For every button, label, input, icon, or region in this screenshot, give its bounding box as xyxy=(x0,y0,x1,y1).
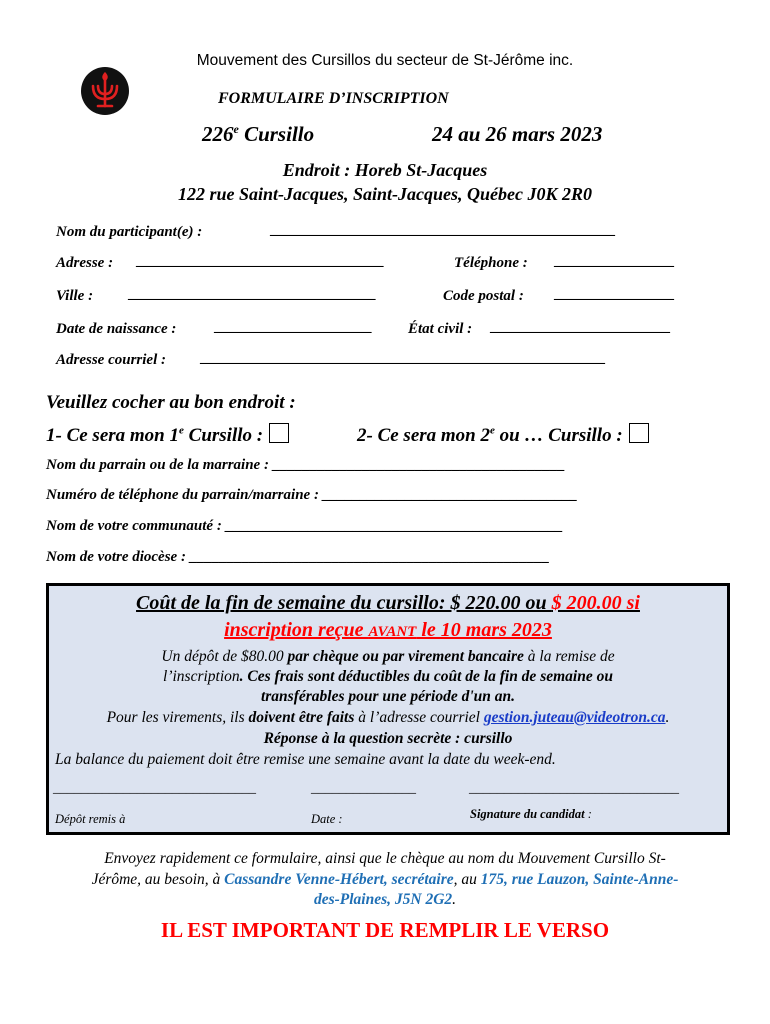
date-signature-line[interactable]: _______________ xyxy=(311,781,416,796)
secret-answer: Réponse à la question secrète : cursillo xyxy=(263,730,513,747)
email-label: Adresse courriel : xyxy=(56,352,166,368)
deposit-line-2: l’inscription. Ces frais sont déductibles du coût de la fin de semaine ou xyxy=(163,668,613,685)
transfer-email-link[interactable]: gestion.juteau@videotron.ca xyxy=(483,709,666,726)
participant-name-label: Nom du participant(e) : xyxy=(56,224,203,240)
participant-name-field[interactable]: ______________________________________________ xyxy=(270,222,615,238)
sponsor-phone-field[interactable]: Numéro de téléphone du parrain/marraine : __________________________________ xyxy=(46,487,578,503)
deposit-line-1: Un dépôt de $80.00 par chèque ou par virement bancaire à la remise de xyxy=(161,648,615,665)
candidate-signature-line[interactable]: ______________________________ xyxy=(469,781,679,796)
transfer-line: Pour les virements, ils doivent être faits à l’adresse courriel gestion.juteau@videotron.ca. xyxy=(106,709,670,726)
postal-code-field[interactable]: ________________ xyxy=(554,286,674,302)
repeat-cursillo-option: 2- Ce sera mon 2e ou … Cursillo : xyxy=(357,423,649,447)
cursillo-number: 226e Cursillo xyxy=(202,122,315,146)
diocese-field[interactable]: Nom de votre diocèse : ________________________________________________ xyxy=(46,549,550,565)
cost-line-1: Coût de la fin de semaine du cursillo: $ 220.00 ou $ 200.00 si xyxy=(136,592,640,614)
cost-line-2: inscription reçue AVANT le 10 mars 2023 xyxy=(224,619,552,641)
address-label: Adresse : xyxy=(56,255,114,271)
first-cursillo-option: 1- Ce sera mon 1e Cursillo : xyxy=(46,423,289,447)
send-instructions-line-1: Envoyez rapidement ce formulaire, ainsi que le chèque au nom du Mouvement Cursillo St- xyxy=(104,850,666,867)
cost-box xyxy=(46,583,730,835)
candidate-signature-label: Signature du candidat : xyxy=(470,807,592,821)
deposit-line-3: transférables pour une période d'un an. xyxy=(260,688,516,705)
civil-status-field[interactable]: ________________________ xyxy=(490,319,670,335)
important-notice: IL EST IMPORTANT DE REMPLIR LE VERSO xyxy=(160,918,610,942)
cursillo-logo-icon xyxy=(80,66,130,116)
first-cursillo-checkbox[interactable] xyxy=(269,423,289,443)
birth-date-label: Date de naissance : xyxy=(56,321,177,337)
repeat-cursillo-checkbox[interactable] xyxy=(629,423,649,443)
check-heading: Veuillez cocher au bon endroit : xyxy=(46,392,296,413)
send-instructions-line-3: des-Plaines, J5N 2G2. xyxy=(313,891,457,908)
cursillo-dates: 24 au 26 mars 2023 xyxy=(432,122,603,146)
phone-field[interactable]: ________________ xyxy=(554,253,674,269)
send-instructions-line-2: Jérôme, au besoin, à Cassandre Venne-Hébert, secrétaire, au 175, rue Lauzon, Sainte-Anne- xyxy=(91,871,679,888)
balance-note: La balance du paiement doit être remise une semaine avant la date du week-end. xyxy=(55,751,556,768)
city-label: Ville : xyxy=(56,288,94,304)
phone-label: Téléphone : xyxy=(454,255,528,271)
location-line-1: Endroit : Horeb St-Jacques xyxy=(282,160,488,180)
form-title: FORMULAIRE D’INSCRIPTION xyxy=(218,90,449,107)
community-field[interactable]: Nom de votre communauté : _____________________________________________ xyxy=(46,518,564,534)
organization-name: Mouvement des Cursillos du secteur de St-Jérôme inc. xyxy=(196,52,574,69)
birth-date-field[interactable]: _____________________ xyxy=(214,319,372,335)
date-label: Date : xyxy=(311,812,343,826)
deposit-signature-line[interactable]: _____________________________ xyxy=(53,781,256,796)
city-field[interactable]: _________________________________ xyxy=(128,286,376,302)
postal-code-label: Code postal : xyxy=(443,288,524,304)
sponsor-name-field[interactable]: Nom du parrain ou de la marraine : _______________________________________ xyxy=(46,457,566,473)
address-field[interactable]: _________________________________ xyxy=(136,253,384,269)
deposit-received-label: Dépôt remis à xyxy=(55,812,126,826)
location-line-2: 122 rue Saint-Jacques, Saint-Jacques, Québec J0K 2R0 xyxy=(177,184,593,204)
civil-status-label: État civil : xyxy=(408,321,473,337)
email-field[interactable]: ______________________________________________________ xyxy=(200,350,605,366)
